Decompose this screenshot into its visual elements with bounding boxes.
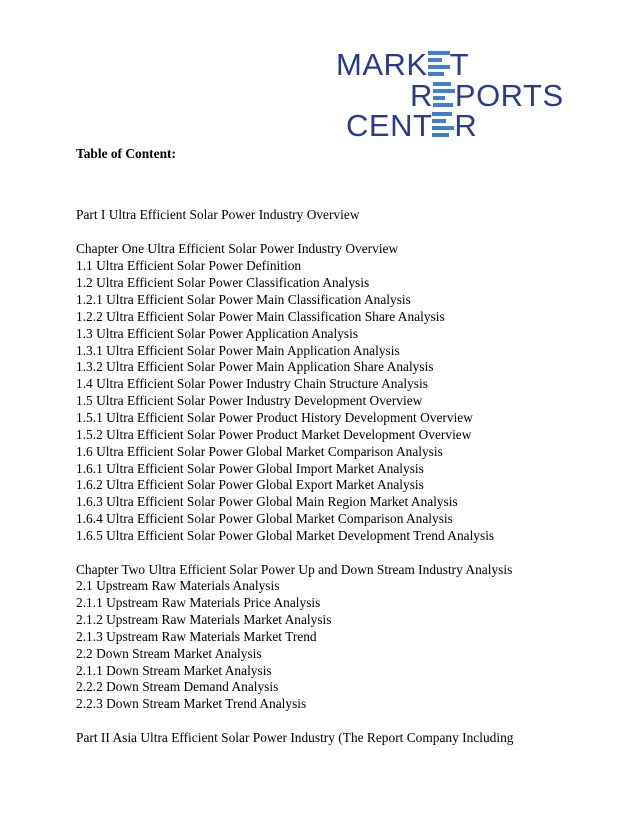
toc-item: 1.3.1 Ultra Efficient Solar Power Main Application Analysis — [76, 343, 400, 358]
chapter-2-title: Chapter Two Ultra Efficient Solar Power Up and Down Stream Industry Analysis — [76, 562, 513, 577]
toc-item: 2.2 Down Stream Market Analysis — [76, 646, 262, 661]
toc-item: 2.1.1 Down Stream Market Analysis — [76, 663, 272, 678]
toc-title: Table of Content: — [76, 146, 176, 161]
toc-item: 2.1.1 Upstream Raw Materials Price Analysis — [76, 595, 321, 610]
logo-text: CENT — [346, 108, 433, 143]
logo-text: R — [454, 108, 478, 143]
logo-text: R — [410, 78, 433, 113]
toc-item: 1.2 Ultra Efficient Solar Power Classification Analysis — [76, 275, 370, 290]
logo-text: PORTS — [454, 78, 564, 113]
logo-text: MARK — [336, 47, 428, 82]
toc-item: 2.1.2 Upstream Raw Materials Market Analysis — [76, 612, 332, 627]
toc-item: 1.6.3 Ultra Efficient Solar Power Global Main Region Market Analysis — [76, 494, 458, 509]
toc-item: 1.6.4 Ultra Efficient Solar Power Global Market Comparison Analysis — [76, 511, 453, 526]
toc-item: 1.5.2 Ultra Efficient Solar Power Product Market Development Overview — [76, 427, 472, 442]
toc-item: 1.6 Ultra Efficient Solar Power Global Market Comparison Analysis — [76, 444, 443, 459]
toc-item: 1.6.5 Ultra Efficient Solar Power Global Market Development Trend Analysis — [76, 528, 495, 543]
toc-item: 2.2.3 Down Stream Market Trend Analysis — [76, 696, 307, 711]
toc-item: 1.2.2 Ultra Efficient Solar Power Main Classification Share Analysis — [76, 309, 445, 324]
toc-item: 1.6.2 Ultra Efficient Solar Power Global Export Market Analysis — [76, 477, 424, 492]
part-2-title: Part II Asia Ultra Efficient Solar Power Industry (The Report Company Including — [76, 730, 514, 745]
toc-item: 1.3 Ultra Efficient Solar Power Application Analysis — [76, 326, 359, 341]
toc-item: 1.2.1 Ultra Efficient Solar Power Main Classification Analysis — [76, 292, 411, 307]
toc-item: 1.6.1 Ultra Efficient Solar Power Global Import Market Analysis — [76, 461, 424, 476]
toc-item: 1.5 Ultra Efficient Solar Power Industry Development Overview — [76, 393, 423, 408]
toc-item: 1.4 Ultra Efficient Solar Power Industry Chain Structure Analysis — [76, 376, 428, 391]
toc-item: 1.3.2 Ultra Efficient Solar Power Main Application Share Analysis — [76, 359, 434, 374]
logo-line-2 — [410, 80, 564, 111]
toc-item: 2.2.2 Down Stream Demand Analysis — [76, 679, 279, 694]
logo-line-3 — [346, 110, 477, 141]
market-reports-center-logo — [336, 40, 566, 143]
logo-bars-icon — [432, 112, 454, 139]
toc-item: 1.5.1 Ultra Efficient Solar Power Product History Development Overview — [76, 410, 473, 425]
toc-item: 2.1.3 Upstream Raw Materials Market Trend — [76, 629, 317, 644]
logo-bars-icon — [433, 82, 455, 109]
toc-item: 1.1 Ultra Efficient Solar Power Definition — [76, 258, 302, 273]
toc-item: 2.1 Upstream Raw Materials Analysis — [76, 578, 280, 593]
logo-line-1 — [336, 49, 469, 80]
chapter-1-title: Chapter One Ultra Efficient Solar Power Industry Overview — [76, 241, 399, 256]
logo-bars-icon — [428, 51, 450, 78]
logo-text: T — [449, 47, 470, 82]
part-1-title: Part I Ultra Efficient Solar Power Industry Overview — [76, 207, 360, 222]
